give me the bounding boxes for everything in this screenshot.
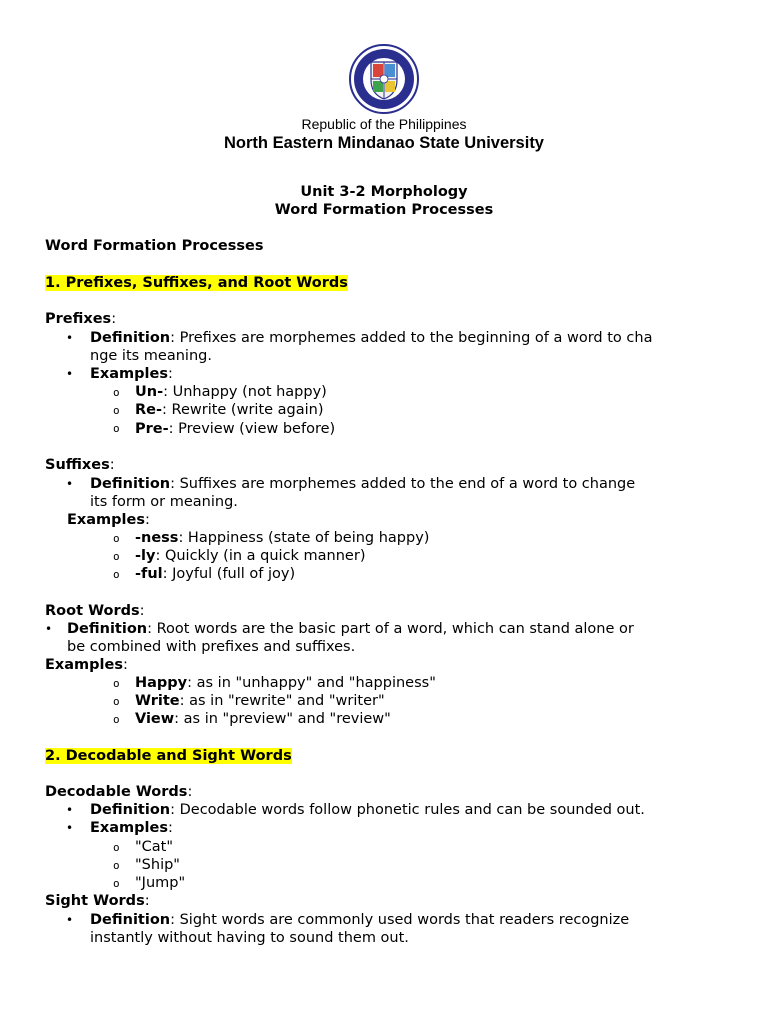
bullet-icon: • (45, 622, 53, 636)
decodable-example: "Cat" (135, 839, 174, 855)
decodable-definition: Definition: Decodable words follow phonetic rules and can be sounded out. (90, 802, 645, 818)
prefix-example: Pre-: Preview (view before) (135, 421, 336, 437)
root-example: Write: as in "rewrite" and "writer" (135, 693, 385, 709)
sub-bullet-icon: o (113, 713, 120, 726)
bullet-icon: • (66, 477, 74, 491)
university-seal-logo (349, 44, 419, 114)
bullet-icon: • (66, 367, 74, 381)
suffixes-examples-label: Examples: (67, 512, 150, 528)
sub-bullet-icon: o (113, 677, 120, 690)
suffixes-definition: Definition: Suffixes are morphemes added to the end of a word to change (90, 476, 636, 492)
bullet-icon: • (66, 913, 74, 927)
sight-words-label: Sight Words: (45, 893, 150, 909)
root-words-definition-cont: be combined with prefixes and suffixes. (67, 639, 356, 655)
sight-definition-cont: instantly without having to sound them out. (90, 930, 409, 946)
sight-definition: Definition: Sight words are commonly used words that readers recognize (90, 912, 630, 928)
suffix-example: -ful: Joyful (full of joy) (135, 566, 296, 582)
root-words-examples-label: Examples: (45, 657, 128, 673)
decodable-words-label: Decodable Words: (45, 784, 193, 800)
unit-subtitle: Word Formation Processes (274, 202, 494, 218)
prefix-example: Un-: Unhappy (not happy) (135, 384, 327, 400)
sub-bullet-icon: o (113, 532, 120, 545)
sub-bullet-icon: o (113, 877, 120, 890)
suffixes-label: Suffixes: (45, 457, 115, 473)
prefixes-label: Prefixes: (45, 311, 117, 327)
sub-bullet-icon: o (113, 404, 120, 417)
bullet-icon: • (66, 803, 74, 817)
sub-bullet-icon: o (113, 568, 120, 581)
root-words-label: Root Words: (45, 603, 145, 619)
university-name: North Eastern Mindanao State University (224, 134, 544, 152)
sub-bullet-icon: o (113, 422, 120, 435)
suffix-example: -ness: Happiness (state of being happy) (135, 530, 430, 546)
root-words-definition: Definition: Root words are the basic part of a word, which can stand alone or (67, 621, 634, 637)
decodable-examples-label: Examples: (90, 820, 173, 836)
root-example: View: as in "preview" and "review" (135, 711, 391, 727)
bullet-icon: • (66, 331, 74, 345)
sub-bullet-icon: o (113, 841, 120, 854)
prefixes-definition-cont: nge its meaning. (90, 348, 212, 364)
main-heading: Word Formation Processes (45, 238, 264, 254)
suffix-example: -ly: Quickly (in a quick manner) (135, 548, 366, 564)
sub-bullet-icon: o (113, 386, 120, 399)
sub-bullet-icon: o (113, 550, 120, 563)
section-1-title: 1. Prefixes, Suffixes, and Root Words (45, 275, 348, 291)
unit-title: Unit 3-2 Morphology (300, 184, 468, 200)
prefixes-examples-label: Examples: (90, 366, 173, 382)
section-2-title: 2. Decodable and Sight Words (45, 748, 292, 764)
decodable-example: "Jump" (135, 875, 186, 891)
root-example: Happy: as in "unhappy" and "happiness" (135, 675, 436, 691)
suffixes-definition-cont: its form or meaning. (90, 494, 238, 510)
decodable-example: "Ship" (135, 857, 180, 873)
sub-bullet-icon: o (113, 859, 120, 872)
prefix-example: Re-: Rewrite (write again) (135, 402, 324, 418)
republic-line: Republic of the Philippines (301, 116, 467, 132)
prefixes-definition: Definition: Prefixes are morphemes added to the beginning of a word to cha (90, 330, 653, 346)
bullet-icon: • (66, 821, 74, 835)
sub-bullet-icon: o (113, 695, 120, 708)
